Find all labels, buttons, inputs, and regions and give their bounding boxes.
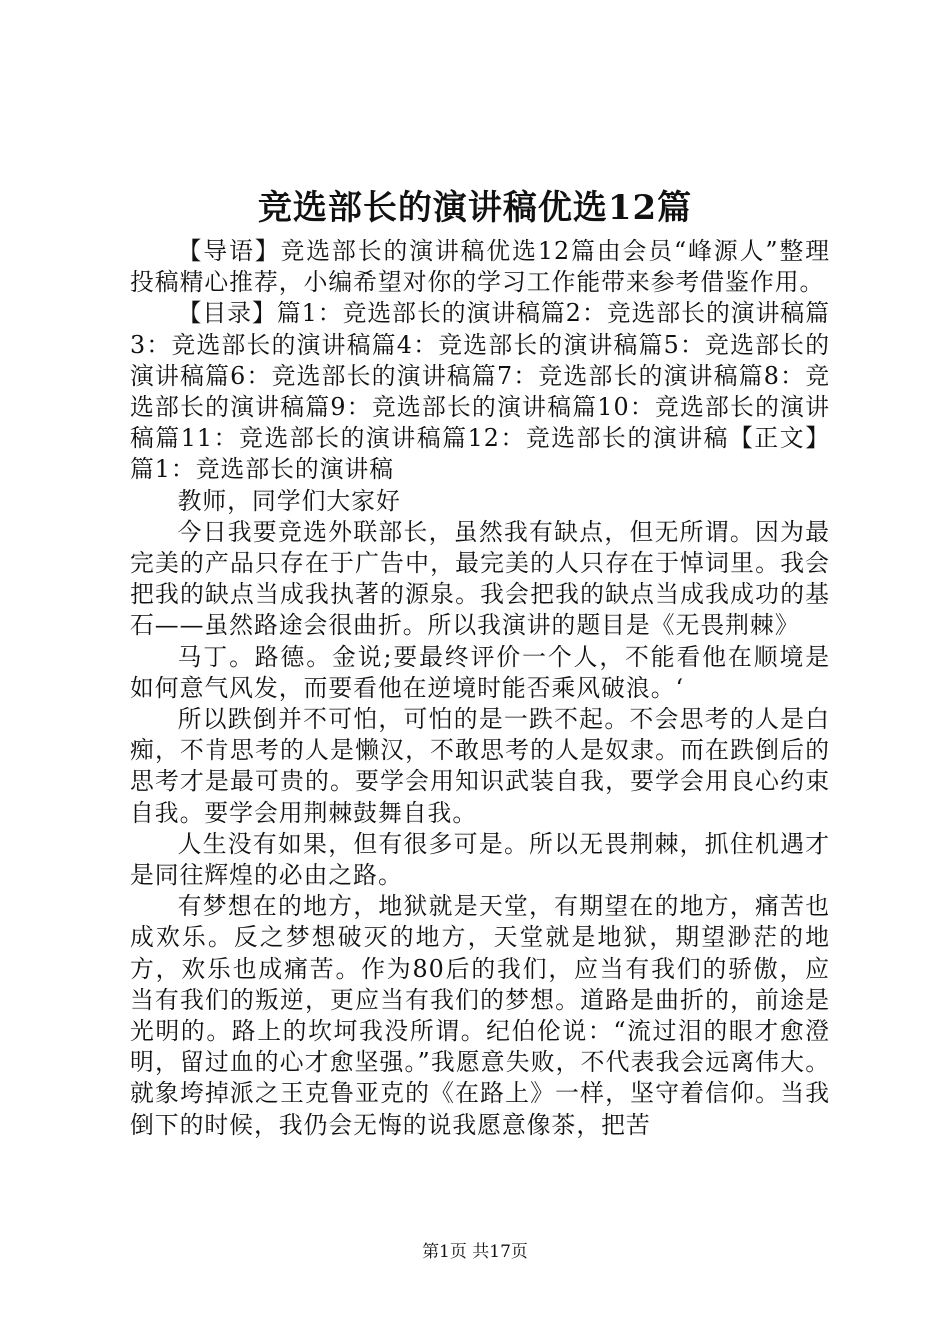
body-paragraph: 今日我要竞选外联部长，虽然我有缺点，但无所谓。因为最完美的产品只存在于广告中，最完美的人只存在于悼词里。我会把我的缺点当成我执著的源泉。我会把我的缺点当成我成功的基石——虽然路途会很曲折。所以我演讲的题目是《无畏荆棘》 — [130, 517, 830, 640]
body-paragraph: 马丁。路德。金说;要最终评价一个人，不能看他在顺境是如何意气风发，而要看他在逆境时能否乘风破浪。‘ — [130, 642, 830, 702]
body-paragraph: 所以跌倒并不可怕，可怕的是一跌不起。不会思考的人是白痴，不肯思考的人是懒汉，不敢思考的人是奴隶。而在跌倒后的思考才是最可贵的。要学会用知识武装自我，要学会用良心约束自我。要学会用荆棘鼓舞自我。 — [130, 705, 830, 827]
document-title: 竞选部长的演讲稿优选12篇 — [257, 188, 693, 228]
toc-paragraph: 【目录】篇1：竞选部长的演讲稿篇2：竞选部长的演讲稿篇3：竞选部长的演讲稿篇4：竞选部长的演讲稿篇5：竞选部长的演讲稿篇6：竞选部长的演讲稿篇7：竞选部长的演讲稿篇8：竞选部长的演讲稿篇9：竞选部长的演讲稿篇10：竞选部长的演讲稿篇11：竞选部长的演讲稿篇12：竞选部长的演讲稿【正文】篇1：竞选部长的演讲稿 — [130, 299, 830, 484]
document-body — [130, 236, 830, 1141]
body-paragraph: 有梦想在的地方，地狱就是天堂，有期望在的地方，痛苦也成欢乐。反之梦想破灭的地方，天堂就是地狱，期望渺茫的地方，欢乐也成痛苦。作为80后的我们，应当有我们的骄傲，应当有我们的叛逆，更应当有我们的梦想。道路是曲折的，前途是光明的。路上的坎坷我没所谓。纪伯伦说：“流过泪的眼才愈澄明，留过血的心才愈坚强。”我愿意失败，不代表我会远离伟大。就象垮掉派之王克鲁亚克的《在路上》一样，坚守着信仰。当我倒下的时候，我仍会无悔的说我愿意像茶，把苦 — [130, 892, 830, 1139]
body-paragraph: 人生没有如果，但有很多可是。所以无畏荆棘，抓住机遇才是同往辉煌的必由之路。 — [130, 829, 830, 890]
page-number-footer: 第1页 共17页 — [422, 1242, 528, 1262]
intro-paragraph: 【导语】竞选部长的演讲稿优选12篇由会员“峰源人”整理投稿精心推荐，小编希望对你的学习工作能带来参考借鉴作用。 — [130, 237, 830, 297]
greeting-paragraph: 教师，同学们大家好 — [177, 486, 401, 515]
